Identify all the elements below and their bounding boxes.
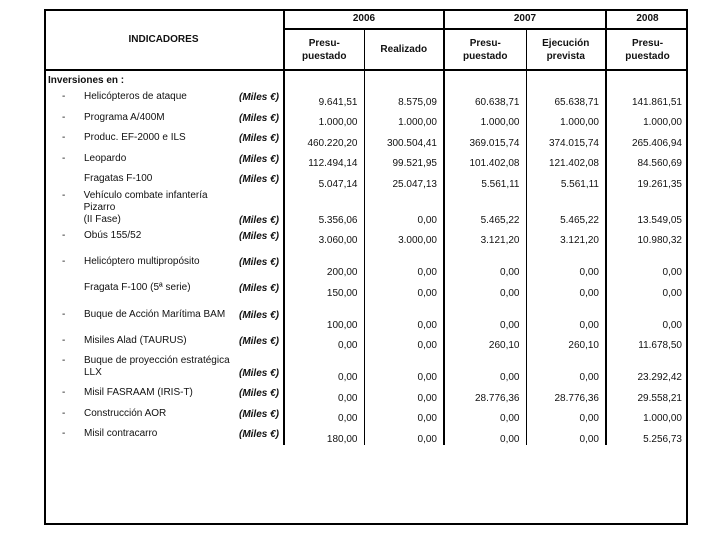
- row-value: 65.638,71: [526, 87, 606, 108]
- table-row: [44, 383, 688, 404]
- row-label: Fragatas F-100: [84, 173, 153, 185]
- row-value: 0,00: [444, 299, 526, 331]
- row-value: 112.494,14: [308, 158, 358, 169]
- row-value: 29.558,21: [606, 383, 688, 404]
- row-value: 0,00: [364, 404, 444, 425]
- row-value: 121.402,08: [526, 149, 606, 170]
- row-value: 1.000,00: [364, 108, 444, 129]
- row-unit: (Miles €): [238, 408, 279, 420]
- row-label: Fragata F-100 (5ª serie): [84, 282, 191, 294]
- col-presupuestado-2006: Presu- puestado: [284, 29, 364, 70]
- table-row: [44, 299, 688, 331]
- year-2007-header: 2007: [444, 9, 606, 29]
- row-value: 0,00: [364, 383, 444, 404]
- row-value: 1.000,00: [606, 404, 688, 425]
- row-value: 0,00: [606, 278, 688, 299]
- row-value: 0,00: [606, 246, 688, 278]
- row-label: Misil contracarro: [84, 428, 158, 440]
- row-unit: (Miles €): [238, 257, 279, 268]
- row-value: 5.561,11: [526, 169, 606, 190]
- row-value: 19.261,35: [606, 169, 688, 190]
- year-2008-header: 2008: [606, 9, 688, 29]
- row-unit: (Miles €): [238, 92, 279, 104]
- row-value: 0,00: [364, 190, 444, 226]
- row-bullet: -: [62, 229, 66, 241]
- row-value: 5.561,11: [444, 169, 526, 190]
- row-unit: (Miles €): [238, 214, 279, 226]
- row-unit: (Miles €): [238, 230, 279, 242]
- row-value: 0,00: [338, 392, 358, 404]
- row-value: 101.402,08: [444, 149, 526, 170]
- row-value: 0,00: [526, 404, 606, 425]
- row-value: 1.000,00: [318, 117, 358, 128]
- row-value: 369.015,74: [444, 128, 526, 149]
- row-value: 374.015,74: [526, 128, 606, 149]
- table-row: [44, 87, 688, 108]
- row-value: 265.406,94: [606, 128, 688, 149]
- row-bullet: -: [62, 152, 66, 164]
- row-value: 141.861,51: [606, 87, 688, 108]
- row-unit: (Miles €): [238, 153, 279, 165]
- table-row: [44, 226, 688, 247]
- row-value: 3.000,00: [364, 226, 444, 247]
- row-label: Vehículo combate infantería Pizarro (II Fase): [83, 189, 208, 225]
- row-value: 300.504,41: [364, 128, 444, 149]
- row-bullet: -: [62, 111, 66, 123]
- row-value: 84.560,69: [606, 149, 688, 170]
- row-value: 150,00: [326, 287, 358, 299]
- row-value: 8.575,09: [364, 87, 444, 108]
- row-value: 0,00: [526, 424, 606, 445]
- row-label: Misiles Alad (TAURUS): [84, 334, 187, 346]
- row-value: 0,00: [444, 278, 526, 299]
- table-row: [44, 190, 688, 226]
- table-row: [44, 128, 688, 149]
- row-value: 1.000,00: [606, 108, 688, 129]
- row-bullet: -: [62, 132, 66, 144]
- row-label: Buque de proyección estratégica LLX: [84, 355, 230, 378]
- row-bullet: -: [62, 91, 66, 103]
- row-value: 0,00: [364, 246, 444, 278]
- row-unit: (Miles €): [238, 335, 279, 347]
- row-value: 5.465,22: [526, 190, 606, 226]
- row-label: Produc. EF-2000 e ILS: [84, 132, 186, 144]
- row-value: 0,00: [606, 299, 688, 331]
- row-value: 0,00: [444, 246, 526, 278]
- row-value: 3.121,20: [526, 226, 606, 247]
- table-row: [44, 351, 688, 383]
- row-value: 10.980,32: [606, 226, 688, 247]
- row-value: 5.465,22: [444, 190, 526, 226]
- row-unit: (Miles €): [238, 368, 279, 379]
- row-label: Helicóptero multipropósito: [84, 256, 200, 267]
- row-value: 5.356,06: [318, 214, 358, 226]
- row-value: 0,00: [444, 424, 526, 445]
- row-bullet: -: [62, 355, 66, 366]
- row-value: 0,00: [338, 372, 358, 383]
- budget-table: [44, 9, 688, 445]
- row-value: 0,00: [338, 340, 358, 351]
- row-value: 0,00: [444, 404, 526, 425]
- row-unit: (Miles €): [238, 283, 279, 295]
- row-value: 1.000,00: [444, 108, 526, 129]
- row-value: 23.292,42: [606, 351, 688, 383]
- row-value: 0,00: [526, 299, 606, 331]
- row-value: 460.220,20: [307, 137, 358, 149]
- row-value: 0,00: [526, 351, 606, 383]
- col-realizado-2006: Realizado: [364, 29, 444, 70]
- row-label: Obús 155/52: [84, 229, 142, 241]
- row-value: 13.549,05: [606, 190, 688, 226]
- row-unit: (Miles €): [238, 174, 279, 186]
- row-value: 180,00: [326, 433, 358, 445]
- row-value: 5.047,14: [318, 178, 358, 190]
- table-row: [44, 331, 688, 352]
- row-label: Misil FASRAAM (IRIS-T): [84, 387, 193, 399]
- row-value: 260,10: [444, 331, 526, 352]
- indicators-header: INDICADORES: [44, 9, 284, 70]
- row-label: Construcción AOR: [84, 407, 167, 419]
- row-value: 0,00: [364, 351, 444, 383]
- row-bullet: -: [62, 387, 66, 399]
- row-unit: (Miles €): [238, 112, 279, 124]
- row-value: 260,10: [526, 331, 606, 352]
- row-value: 3.121,20: [444, 226, 526, 247]
- row-label: Helicópteros de ataque: [84, 91, 187, 103]
- col-presupuestado-2007: Presu- puestado: [444, 29, 526, 70]
- row-value: 0,00: [364, 424, 444, 445]
- row-value: 5.256,73: [606, 424, 688, 445]
- row-label: Leopardo: [84, 152, 127, 164]
- section-title: Inversiones en :: [44, 70, 284, 87]
- row-value: 0,00: [338, 413, 358, 424]
- row-unit: (Miles €): [238, 429, 279, 441]
- row-unit: (Miles €): [238, 133, 279, 145]
- row-value: 11.678,50: [606, 331, 688, 352]
- row-value: 0,00: [364, 278, 444, 299]
- row-value: 100,00: [326, 319, 358, 331]
- table-row: [44, 149, 688, 170]
- row-value: 28.776,36: [444, 383, 526, 404]
- table-row: [44, 424, 688, 445]
- row-value: 9.641,51: [318, 96, 358, 108]
- row-bullet: -: [62, 428, 66, 440]
- row-value: 0,00: [444, 351, 526, 383]
- row-value: 0,00: [526, 278, 606, 299]
- row-value: 28.776,36: [526, 383, 606, 404]
- table-row: [44, 169, 688, 190]
- row-value: 0,00: [364, 331, 444, 352]
- row-label: Programa A/400M: [84, 111, 165, 123]
- row-value: 0,00: [526, 246, 606, 278]
- row-unit: (Miles €): [238, 388, 279, 400]
- row-value: 3.060,00: [318, 235, 358, 246]
- row-value: 1.000,00: [526, 108, 606, 129]
- row-value: 0,00: [364, 299, 444, 331]
- year-2006-header: 2006: [284, 9, 444, 29]
- row-bullet: -: [62, 189, 66, 201]
- row-value: 200,00: [326, 267, 358, 278]
- row-value: 99.521,95: [364, 149, 444, 170]
- row-value: 25.047,13: [364, 169, 444, 190]
- col-presupuestado-2008: Presu- puestado: [606, 29, 688, 70]
- row-bullet: -: [62, 256, 66, 267]
- row-bullet: -: [62, 334, 66, 346]
- table-row: [44, 108, 688, 129]
- col-ejecucion-2007: Ejecución prevista: [526, 29, 606, 70]
- row-label: Buque de Acción Marítima BAM: [84, 308, 226, 320]
- row-unit: (Miles €): [238, 309, 279, 321]
- table-row: [44, 404, 688, 425]
- table-row: [44, 278, 688, 299]
- row-bullet: -: [62, 308, 66, 320]
- row-bullet: -: [62, 407, 66, 419]
- table-row: [44, 246, 688, 278]
- row-value: 60.638,71: [444, 87, 526, 108]
